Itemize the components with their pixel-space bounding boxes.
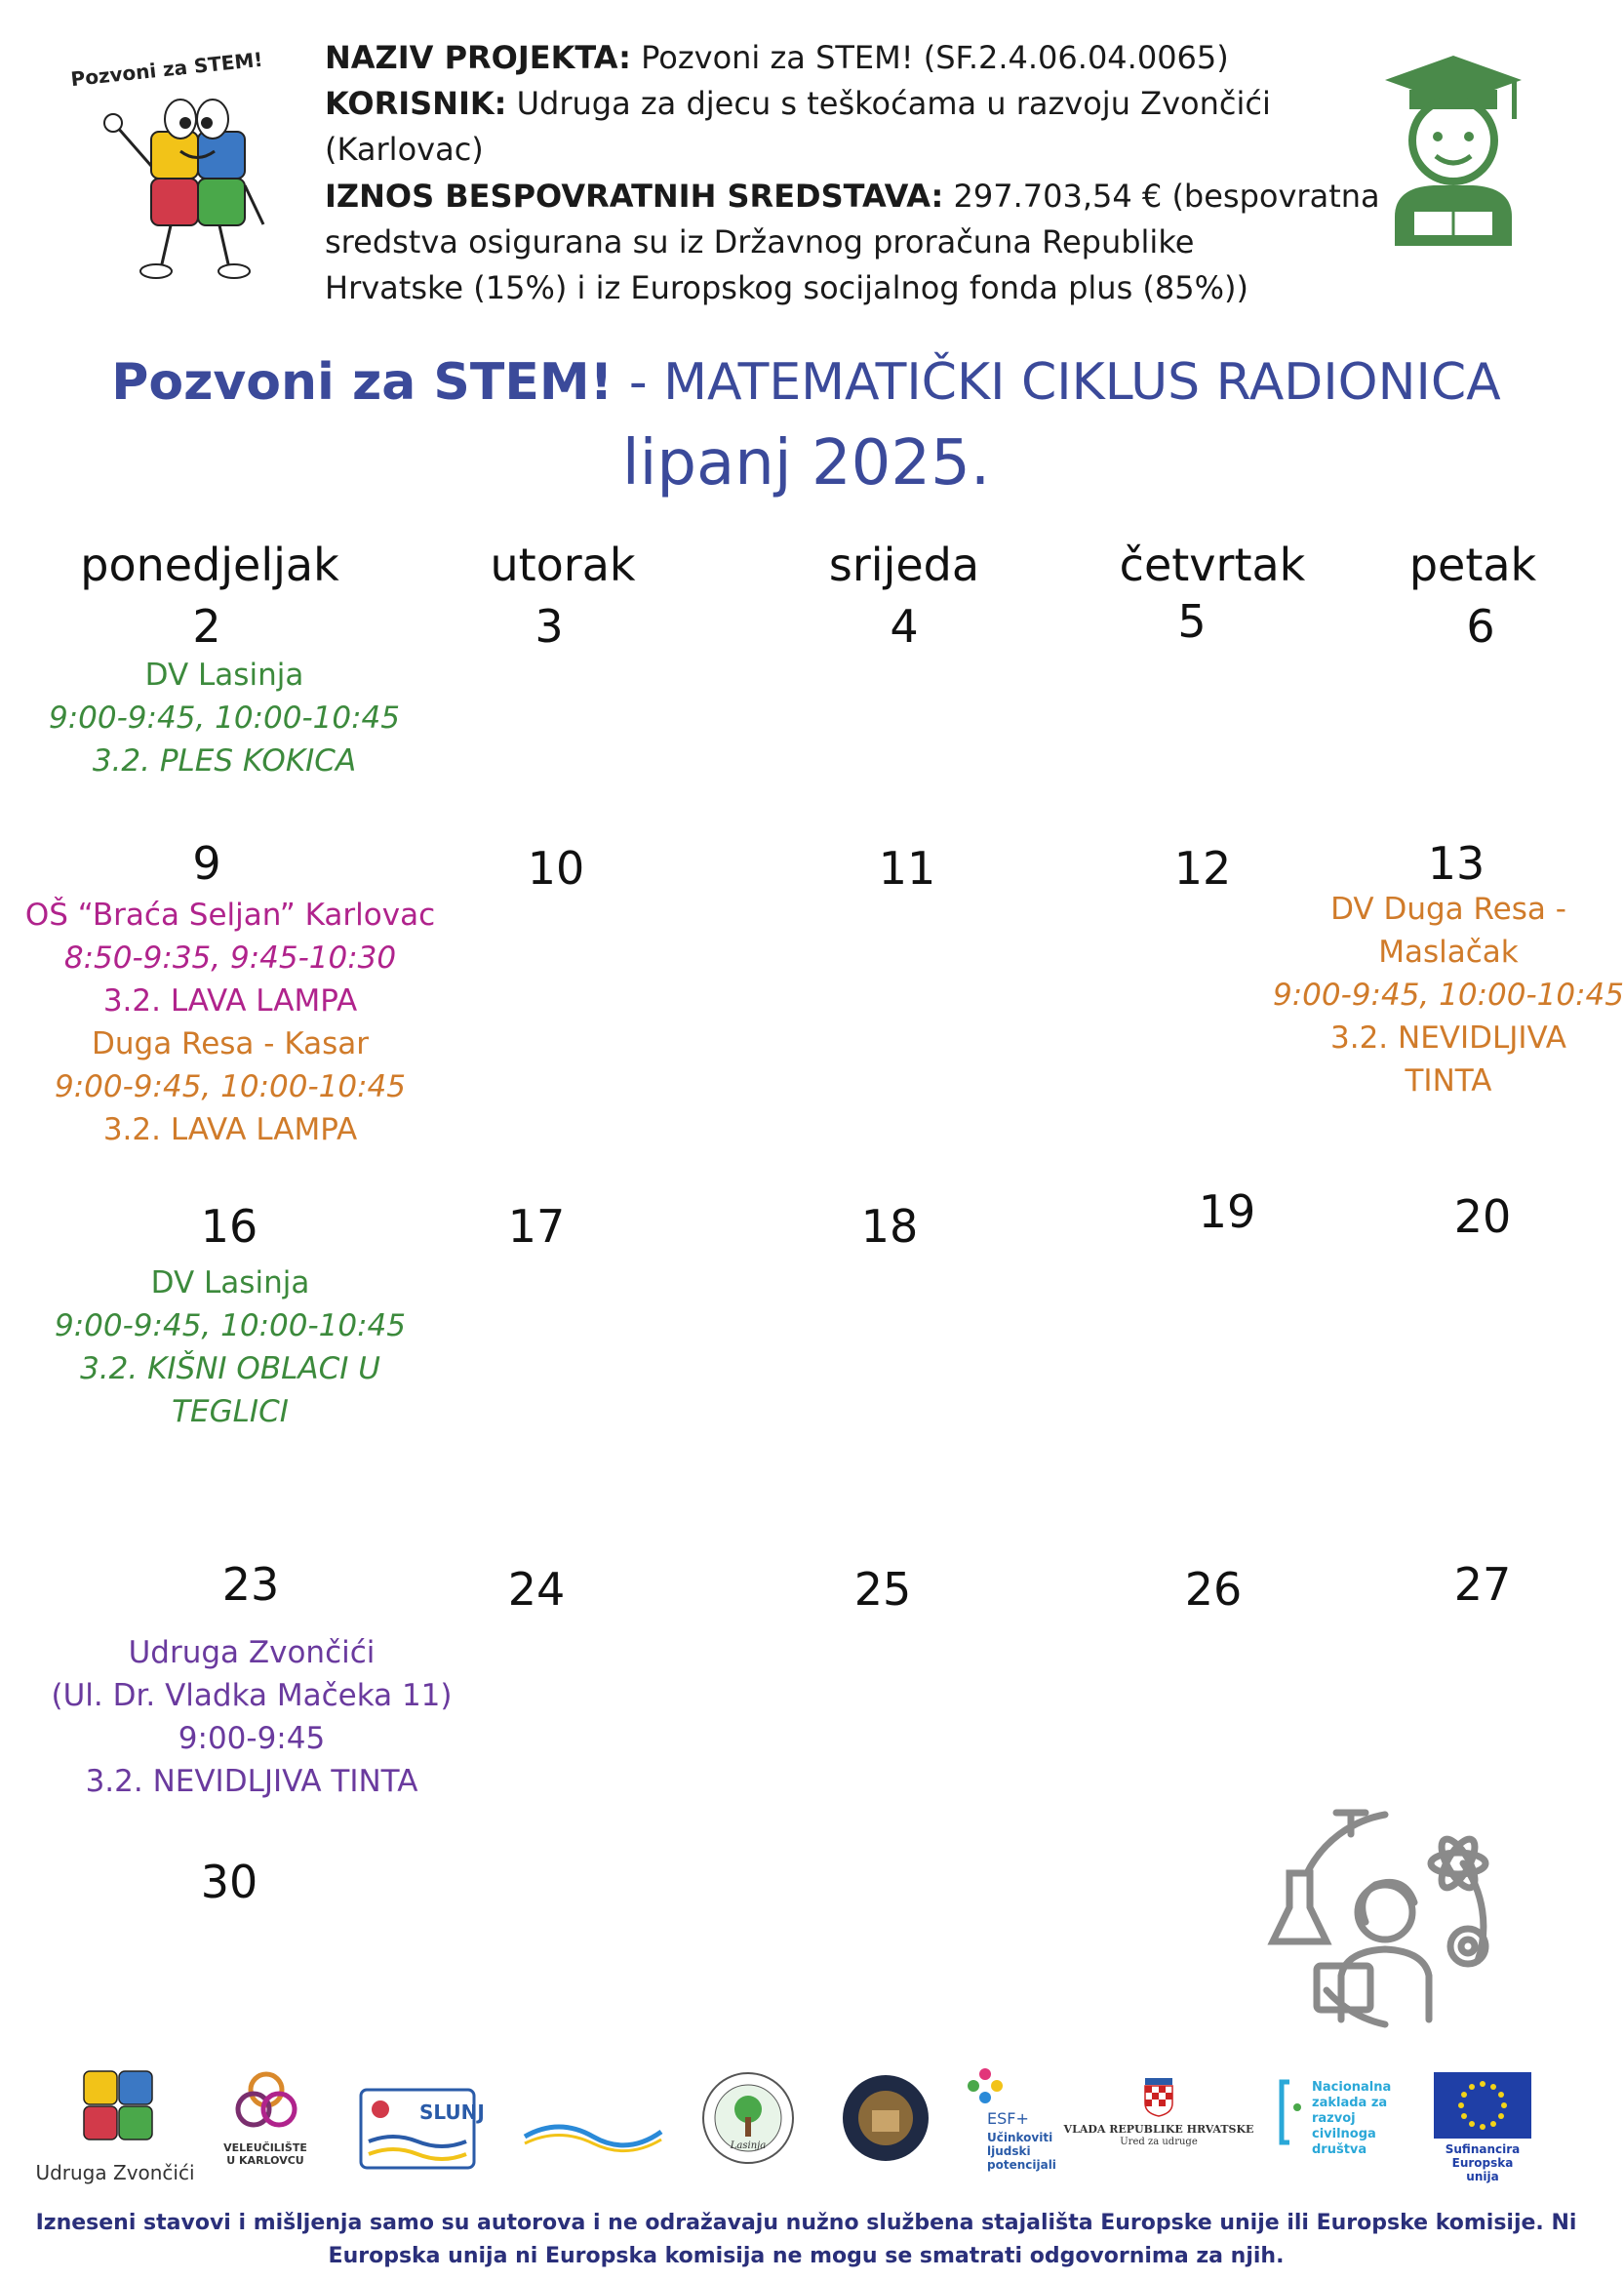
event-time: 9:00-9:45 bbox=[178, 1721, 326, 1756]
project-mascot-logo bbox=[59, 39, 283, 283]
date-number: 24 bbox=[507, 1563, 566, 1616]
date-number: 27 bbox=[1453, 1558, 1512, 1611]
amount-line-2: sredstva osigurana su iz Državnog proračuna Republike bbox=[325, 223, 1195, 260]
user-line-2: (Karlovac) bbox=[325, 131, 484, 168]
logo-lasinja bbox=[700, 2070, 796, 2166]
event-location: DV Lasinja bbox=[150, 1265, 310, 1300]
stem-scientist-icon bbox=[1268, 1805, 1502, 2039]
amount-line-3: Hrvatske (15%) i iz Europskog socijalnog fonda plus (85%)) bbox=[325, 269, 1248, 306]
day-header-friday: petak bbox=[1408, 539, 1537, 591]
event-time: 9:00-9:45, 10:00-10:45 bbox=[1273, 978, 1624, 1013]
event-jun-2 bbox=[49, 654, 400, 782]
event-jun-9-kindergarten bbox=[55, 1022, 406, 1151]
logo-os-sluni bbox=[359, 2088, 485, 2170]
logo-caption-vlada-sub: Ured za udruge bbox=[1120, 2137, 1198, 2147]
date-number: 12 bbox=[1173, 842, 1232, 895]
logo-caption-vlada: VLADA REPUBLIKE HRVATSKE bbox=[1063, 2123, 1254, 2136]
date-number: 10 bbox=[527, 842, 585, 895]
day-header-wednesday: srijeda bbox=[828, 539, 980, 591]
logo-caption-esf: Učinkoviti ljudski potencijali bbox=[987, 2131, 1056, 2172]
date-number: 16 bbox=[200, 1200, 258, 1253]
logo-caption-lasinja: Lasinja bbox=[730, 2140, 767, 2151]
user-line bbox=[325, 81, 1271, 127]
event-jun-13 bbox=[1273, 888, 1624, 1102]
logo-caption-zaklada: Nacionalna zaklada za razvoj civilnoga društva bbox=[1312, 2080, 1392, 2157]
svg-text:SLUNJ: SLUNJ bbox=[419, 2100, 485, 2124]
logo-veleuciliste bbox=[232, 2068, 300, 2137]
event-jun-9-school bbox=[25, 894, 435, 1022]
event-address: (Ul. Dr. Vladka Mačeka 11) bbox=[51, 1678, 453, 1713]
date-number: 2 bbox=[192, 600, 221, 653]
event-location: OŠ “Braća Seljan” Karlovac bbox=[24, 898, 436, 933]
logo-caption-eu: Sufinancira Europska unija bbox=[1445, 2142, 1521, 2183]
event-activity-2: TEGLICI bbox=[172, 1394, 289, 1429]
graduate-student-icon bbox=[1375, 51, 1531, 256]
date-number: 17 bbox=[507, 1200, 566, 1253]
logo-esf bbox=[966, 2066, 1005, 2105]
logo-udruga-zvoncici bbox=[76, 2063, 164, 2151]
day-header-thursday: četvrtak bbox=[1119, 539, 1306, 591]
event-time: 9:00-9:45, 10:00-10:45 bbox=[49, 700, 400, 736]
disclaimer-text: Izneseni stavovi i mišljenja samo su autorova i ne odražavaju nužno službena stajališta Europske unije ili Europske komisije. Ni Europska unija ni Europska komisija ne mogu se smatrati odgovornima za njih. bbox=[35, 2211, 1577, 2268]
event-jun-16 bbox=[55, 1261, 406, 1433]
date-number: 20 bbox=[1453, 1190, 1512, 1243]
logo-river bbox=[525, 2112, 661, 2151]
user-label: KORISNIK: bbox=[325, 85, 507, 122]
date-number: 4 bbox=[890, 600, 919, 653]
event-jun-23 bbox=[52, 1631, 453, 1803]
event-time: 8:50-9:35, 9:45-10:30 bbox=[63, 940, 397, 976]
date-number: 18 bbox=[860, 1200, 919, 1253]
logo-caption-veleuciliste: VELEUČILIŠTE U KARLOVCU bbox=[223, 2141, 307, 2167]
page-title bbox=[0, 353, 1612, 412]
page-subtitle-month: lipanj 2025. bbox=[621, 427, 991, 500]
event-time: 9:00-9:45, 10:00-10:45 bbox=[55, 1069, 406, 1104]
date-number: 6 bbox=[1466, 600, 1495, 653]
amount-line bbox=[325, 174, 1380, 220]
date-number: 9 bbox=[192, 837, 221, 890]
event-activity: 3.2. LAVA LAMPA bbox=[102, 1112, 358, 1147]
logo-text: Pozvoni za STEM! bbox=[69, 47, 264, 92]
event-activity-2: TINTA bbox=[1405, 1063, 1492, 1099]
amount-label: IZNOS BESPOVRATNIH SREDSTAVA: bbox=[325, 178, 944, 215]
day-header-tuesday: utorak bbox=[490, 539, 636, 591]
logo-os-braca-seljan bbox=[841, 2073, 931, 2163]
event-location: DV Duga Resa - bbox=[1330, 892, 1566, 927]
date-number: 23 bbox=[221, 1558, 280, 1611]
event-location: DV Lasinja bbox=[144, 658, 304, 693]
user-value: Udruga za djecu s teškoćama u razvoju Zvončići bbox=[506, 85, 1271, 122]
event-activity: 3.2. KIŠNI OBLACI U bbox=[80, 1351, 380, 1386]
date-number: 5 bbox=[1177, 595, 1207, 648]
event-activity: 3.2. NEVIDLJIVA TINTA bbox=[85, 1764, 418, 1799]
page-title-bold: Pozvoni za STEM! bbox=[111, 353, 614, 412]
date-number: 25 bbox=[853, 1563, 912, 1616]
event-location: Duga Resa - Kasar bbox=[92, 1026, 369, 1061]
date-number: 30 bbox=[200, 1856, 258, 1908]
project-name-value: Pozvoni za STEM! (SF.2.4.06.04.0065) bbox=[630, 39, 1229, 76]
logo-croatia-coat bbox=[1143, 2078, 1174, 2117]
event-activity: 3.2. NEVIDLJIVA bbox=[1329, 1020, 1566, 1056]
event-location: Udruga Zvončići bbox=[128, 1635, 376, 1670]
date-number: 13 bbox=[1427, 837, 1485, 890]
event-activity: 3.2. PLES KOKICA bbox=[92, 743, 357, 779]
date-number: 19 bbox=[1198, 1185, 1256, 1238]
event-time: 9:00-9:45, 10:00-10:45 bbox=[55, 1308, 406, 1343]
date-number: 26 bbox=[1184, 1563, 1243, 1616]
event-activity: 3.2. LAVA LAMPA bbox=[102, 983, 358, 1019]
page-title-rest: - MATEMATIČKI CIKLUS RADIONICA bbox=[613, 353, 1501, 412]
esf-label: ESF+ bbox=[987, 2109, 1029, 2128]
event-location-2: Maslačak bbox=[1378, 935, 1519, 970]
logo-nacionalna-zaklada bbox=[1278, 2078, 1307, 2146]
project-name-line bbox=[325, 35, 1229, 81]
date-number: 11 bbox=[878, 842, 936, 895]
logo-eu-flag bbox=[1434, 2072, 1531, 2139]
amount-value: 297.703,54 € (bespovratna bbox=[943, 178, 1380, 215]
date-number: 3 bbox=[535, 600, 564, 653]
day-header-monday: ponedjeljak bbox=[80, 539, 339, 591]
project-name-label: NAZIV PROJEKTA: bbox=[325, 39, 631, 76]
logo-caption-zvoncici: Udruga Zvončići bbox=[35, 2161, 195, 2184]
